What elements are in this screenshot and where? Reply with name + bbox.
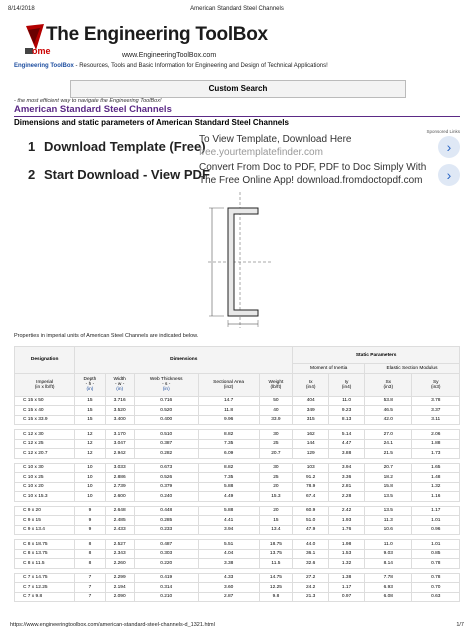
properties-note: Properties in imperial units of American Steel Channels are indicated below.: [14, 333, 199, 339]
table-cell: 44.0: [293, 540, 329, 550]
table-cell: 6.09: [198, 449, 259, 459]
table-cell: 0.240: [134, 492, 198, 502]
table-cell: 2.06: [412, 430, 460, 440]
cell-designation: C 12 x 20.7: [15, 449, 75, 459]
table-cell: 1.98: [329, 540, 365, 550]
table-cell: 2.260: [105, 559, 134, 569]
col-iy: Iy (in4): [329, 373, 365, 396]
table-cell: 0.282: [134, 449, 198, 459]
table-cell: 27.2: [293, 573, 329, 583]
table-cell: 4.47: [329, 439, 365, 449]
table-row: [15, 473, 460, 483]
table-cell: 0.233: [134, 525, 198, 535]
table-cell: 11.5: [259, 559, 293, 569]
table-cell: 3.520: [105, 406, 134, 416]
logo-url: www.EngineeringToolBox.com: [122, 52, 217, 59]
cell-designation: C 10 x 30: [15, 463, 75, 473]
table-row: [15, 540, 460, 550]
table-cell: 0.210: [134, 592, 198, 602]
table-row: [15, 439, 460, 449]
table-row: [15, 449, 460, 459]
table-row: [15, 573, 460, 583]
cell-designation: C 15 x 33.9: [15, 415, 75, 425]
table-body: [15, 396, 460, 602]
table-cell: 13.5: [365, 492, 412, 502]
table-cell: 10: [75, 473, 105, 483]
table-cell: 18.75: [259, 540, 293, 550]
table-cell: 1.48: [412, 473, 460, 483]
table-cell: 2.886: [105, 473, 134, 483]
table-cell: 3.94: [198, 525, 259, 535]
cell-designation: C 9 x 15: [15, 516, 75, 526]
ad-number: 1: [28, 139, 36, 154]
table-cell: 2.42: [329, 506, 365, 516]
table-cell: 12: [75, 449, 105, 459]
table-row: [15, 549, 460, 559]
chevron-right-icon[interactable]: ›: [438, 164, 460, 186]
cell-designation: C 12 x 30: [15, 430, 75, 440]
table-cell: 8: [75, 559, 105, 569]
section-divider: [14, 116, 460, 117]
table-cell: 1.76: [329, 525, 365, 535]
table-cell: 7: [75, 583, 105, 593]
table-cell: 12: [75, 430, 105, 440]
ad-label[interactable]: Start Download - View PDF: [44, 167, 210, 182]
cell-designation: C 15 x 50: [15, 396, 75, 406]
table-cell: 9: [75, 516, 105, 526]
table-cell: 0.379: [134, 482, 198, 492]
table-cell: 11.0: [329, 396, 365, 406]
browser-print-footer: [10, 622, 464, 628]
table-cell: 3.400: [105, 415, 134, 425]
table-cell: 1.65: [412, 463, 460, 473]
col-static-parameters: Static Parameters: [293, 347, 460, 364]
ad-label[interactable]: Download Template (Free): [44, 139, 206, 154]
table-cell: 1.17: [412, 506, 460, 516]
table-cell: 2.433: [105, 525, 134, 535]
cell-designation: C 9 x 13.4: [15, 525, 75, 535]
table-cell: 60.9: [293, 506, 329, 516]
table-cell: 11.3: [365, 516, 412, 526]
table-cell: 3.36: [329, 473, 365, 483]
ad-line1[interactable]: Convert From Doc to PDF, PDF to Doc Simply With: [199, 162, 427, 173]
table-cell: 8.82: [198, 463, 259, 473]
cell-designation: C 10 x 20: [15, 482, 75, 492]
table-cell: 3.94: [329, 463, 365, 473]
cell-designation: C 7 x 9.8: [15, 592, 75, 602]
table-cell: 8.13: [329, 415, 365, 425]
table-cell: 1.53: [329, 549, 365, 559]
table-cell: 9.23: [329, 406, 365, 416]
table-cell: 2.194: [105, 583, 134, 593]
site-logo[interactable]: [22, 22, 462, 62]
table-cell: 8: [75, 549, 105, 559]
table-cell: 21.5: [365, 449, 412, 459]
custom-search-box[interactable]: Custom Search: [70, 80, 406, 98]
table-row: [15, 415, 460, 425]
table-row: [15, 559, 460, 569]
table-cell: 1.93: [329, 516, 365, 526]
table-cell: 144: [293, 439, 329, 449]
steel-channel-table: [14, 346, 460, 602]
col-width: Width - w - (in): [105, 373, 134, 396]
table-cell: 25: [259, 439, 293, 449]
table-cell: 0.285: [134, 516, 198, 526]
table-cell: 30: [259, 463, 293, 473]
table-cell: 1.38: [329, 573, 365, 583]
col-dimensions: Dimensions: [75, 347, 293, 374]
tagline-text: - Resources, Tools and Basic Information for Engineering and Design of Technical Applications!: [73, 63, 328, 69]
col-designation: Designation: [15, 347, 75, 374]
table-cell: 46.5: [365, 406, 412, 416]
col-moment-of-inertia: Moment of Inertia: [293, 364, 365, 374]
table-cell: 9: [75, 525, 105, 535]
table-row: [15, 406, 460, 416]
table-cell: 315: [293, 415, 329, 425]
table-cell: 67.4: [293, 492, 329, 502]
table-row: [15, 396, 460, 406]
table-cell: 0.85: [412, 549, 460, 559]
table-cell: 11.0: [365, 540, 412, 550]
table-cell: 349: [293, 406, 329, 416]
table-cell: 2.485: [105, 516, 134, 526]
table-cell: 0.220: [134, 559, 198, 569]
table-cell: 2.527: [105, 540, 134, 550]
table-cell: 0.78: [412, 559, 460, 569]
table-cell: 7: [75, 592, 105, 602]
col-web-thickness: Web Thickness - s - (in): [134, 373, 198, 396]
table-cell: 24.2: [293, 583, 329, 593]
table-cell: 1.16: [412, 492, 460, 502]
table-cell: 1.73: [412, 449, 460, 459]
table-cell: 50: [259, 396, 293, 406]
table-cell: 2.600: [105, 492, 134, 502]
table-cell: 91.2: [293, 473, 329, 483]
table-cell: 3.78: [412, 396, 460, 406]
table-cell: 0.520: [134, 406, 198, 416]
table-cell: 14.7: [198, 396, 259, 406]
table-cell: 0.303: [134, 549, 198, 559]
chevron-right-icon[interactable]: ›: [438, 136, 460, 158]
table-cell: 1.01: [412, 540, 460, 550]
table-cell: 3.716: [105, 396, 134, 406]
table-cell: 5.14: [329, 430, 365, 440]
table-row: [15, 592, 460, 602]
ad-line1[interactable]: To View Template, Download Here: [199, 134, 352, 145]
table-cell: 7.35: [198, 439, 259, 449]
table-cell: 9.96: [198, 415, 259, 425]
table-cell: 27.0: [365, 430, 412, 440]
cell-designation: C 10 x 25: [15, 473, 75, 483]
table-cell: 32.6: [293, 559, 329, 569]
table-cell: 7: [75, 573, 105, 583]
table-cell: 0.510: [134, 430, 198, 440]
table-cell: 3.60: [198, 583, 259, 593]
channel-section-diagram: [200, 192, 280, 332]
table-cell: 0.526: [134, 473, 198, 483]
table-cell: 9: [75, 506, 105, 516]
table-cell: 0.673: [134, 463, 198, 473]
print-date: 8/14/2018: [8, 6, 35, 12]
table-cell: 3.88: [329, 449, 365, 459]
table-cell: 20: [259, 482, 293, 492]
table-cell: 404: [293, 396, 329, 406]
table-cell: 2.81: [329, 482, 365, 492]
table-cell: 0.487: [134, 540, 198, 550]
table-cell: 7.35: [198, 473, 259, 483]
table-cell: 3.033: [105, 463, 134, 473]
table-cell: 6.08: [365, 592, 412, 602]
table-cell: 4.04: [198, 549, 259, 559]
cell-designation: C 8 x 13.75: [15, 549, 75, 559]
table-cell: 3.38: [198, 559, 259, 569]
ad-line2[interactable]: free.yourtemplatefinder.com: [199, 147, 323, 158]
table-cell: 2.739: [105, 482, 134, 492]
table-cell: 42.0: [365, 415, 412, 425]
table-cell: 3.047: [105, 439, 134, 449]
table-cell: 47.9: [293, 525, 329, 535]
table-cell: 0.716: [134, 396, 198, 406]
table-cell: 3.37: [412, 406, 460, 416]
table-row: [15, 583, 460, 593]
table-cell: 18.2: [365, 473, 412, 483]
table-cell: 1.17: [329, 583, 365, 593]
table-cell: 2.648: [105, 506, 134, 516]
table-cell: 3.11: [412, 415, 460, 425]
ad-download-template[interactable]: [14, 134, 460, 160]
table-cell: 15: [75, 396, 105, 406]
table-cell: 8: [75, 540, 105, 550]
table-cell: 7.78: [365, 573, 412, 583]
table-cell: 6.93: [365, 583, 412, 593]
table-cell: 2.28: [329, 492, 365, 502]
table-cell: 4.33: [198, 573, 259, 583]
table-cell: 5.88: [198, 506, 259, 516]
cell-designation: C 15 x 40: [15, 406, 75, 416]
cell-designation: C 7 x 14.75: [15, 573, 75, 583]
print-page: 1/7: [456, 622, 464, 628]
col-section-modulus: Elastic Section Modulus: [365, 364, 460, 374]
table-cell: 11.8: [198, 406, 259, 416]
table-cell: 14.75: [259, 573, 293, 583]
table-cell: 13.5: [365, 506, 412, 516]
table-cell: 2.87: [198, 592, 259, 602]
section-title: American Standard Steel Channels: [14, 104, 172, 115]
table-cell: 13.4: [259, 525, 293, 535]
table-cell: 15: [75, 415, 105, 425]
table-cell: 53.8: [365, 396, 412, 406]
table-cell: 12: [75, 439, 105, 449]
table-cell: 8.14: [365, 559, 412, 569]
table-cell: 10: [75, 463, 105, 473]
ad-start-download[interactable]: [14, 162, 460, 188]
page-subtitle: Dimensions and static parameters of American Standard Steel Channels: [14, 118, 289, 127]
table-cell: 4.49: [198, 492, 259, 502]
table-cell: 3.170: [105, 430, 134, 440]
table-cell: 2.299: [105, 573, 134, 583]
table-cell: 0.400: [134, 415, 198, 425]
table-cell: 129: [293, 449, 329, 459]
table-cell: 20.7: [365, 463, 412, 473]
logo-title: The Engineering ToolBox: [46, 24, 268, 45]
table-cell: 15.3: [259, 492, 293, 502]
table-cell: 1.01: [412, 516, 460, 526]
table-cell: 2.343: [105, 549, 134, 559]
table-cell: 10.6: [365, 525, 412, 535]
table-cell: 51.0: [293, 516, 329, 526]
table-row: [15, 430, 460, 440]
table-cell: 20: [259, 506, 293, 516]
col-sx: Sx (in3): [365, 373, 412, 396]
sponsored-label: Sponsored Links: [426, 129, 460, 134]
table-cell: 33.9: [259, 415, 293, 425]
table-cell: 0.70: [412, 583, 460, 593]
table-cell: 9.8: [259, 592, 293, 602]
table-cell: 21.3: [293, 592, 329, 602]
table-cell: 5.88: [198, 482, 259, 492]
table-cell: 10: [75, 492, 105, 502]
table-cell: 0.97: [329, 592, 365, 602]
tagline-link[interactable]: Engineering ToolBox: [14, 63, 74, 69]
ad-line2[interactable]: The Free Online App! download.fromdoctopdf.com: [199, 175, 423, 186]
table-row: [15, 492, 460, 502]
ad-number: 2: [28, 167, 36, 182]
table-cell: 0.314: [134, 583, 198, 593]
cell-designation: C 10 x 15.3: [15, 492, 75, 502]
table-cell: 78.9: [293, 482, 329, 492]
browser-print-header: [8, 6, 466, 12]
print-url[interactable]: https://www.engineeringtoolbox.com/american-standard-steel-channels-d_1321.html: [10, 622, 215, 628]
cell-designation: C 8 x 18.75: [15, 540, 75, 550]
table-row: [15, 506, 460, 516]
table-cell: 0.78: [412, 573, 460, 583]
site-tagline: [14, 63, 328, 69]
home-link[interactable]: ome: [32, 46, 51, 56]
table-row: [15, 525, 460, 535]
table-cell: 40: [259, 406, 293, 416]
cell-designation: C 8 x 11.5: [15, 559, 75, 569]
table-cell: 36.1: [293, 549, 329, 559]
table-cell: 1.32: [412, 482, 460, 492]
cell-designation: C 9 x 20: [15, 506, 75, 516]
table-cell: 162: [293, 430, 329, 440]
col-weight: Weight (lb/ft): [259, 373, 293, 396]
table-cell: 0.419: [134, 573, 198, 583]
col-sectional-area: Sectional Area (in2): [198, 373, 259, 396]
table-cell: 2.942: [105, 449, 134, 459]
table-row: [15, 482, 460, 492]
table-cell: 12.25: [259, 583, 293, 593]
table-cell: 25: [259, 473, 293, 483]
table-row: [15, 463, 460, 473]
table-cell: 15: [75, 406, 105, 416]
table-cell: 4.41: [198, 516, 259, 526]
table-cell: 30: [259, 430, 293, 440]
table-cell: 0.448: [134, 506, 198, 516]
col-ix: Ix (in4): [293, 373, 329, 396]
table-cell: 10: [75, 482, 105, 492]
table-cell: 24.1: [365, 439, 412, 449]
table-cell: 0.387: [134, 439, 198, 449]
col-sy: Sy (in3): [412, 373, 460, 396]
col-imperial: Imperial (in x lb/ft): [15, 373, 75, 396]
table-cell: 15: [259, 516, 293, 526]
table-cell: 9.03: [365, 549, 412, 559]
table-cell: 0.96: [412, 525, 460, 535]
table-cell: 1.32: [329, 559, 365, 569]
table-row: [15, 516, 460, 526]
table-cell: 13.75: [259, 549, 293, 559]
col-depth: Depth - h - (in): [75, 373, 105, 396]
cell-designation: C 12 x 25: [15, 439, 75, 449]
table-cell: 2.090: [105, 592, 134, 602]
table-cell: 5.51: [198, 540, 259, 550]
cell-designation: C 7 x 12.25: [15, 583, 75, 593]
table-cell: 20.7: [259, 449, 293, 459]
nav-note: - the most efficient way to navigate the Engineering ToolBox!: [14, 98, 162, 104]
table-cell: 1.88: [412, 439, 460, 449]
table-cell: 8.82: [198, 430, 259, 440]
table-cell: 0.63: [412, 592, 460, 602]
table-cell: 103: [293, 463, 329, 473]
print-title: American Standard Steel Channels: [190, 6, 284, 12]
table-cell: 15.8: [365, 482, 412, 492]
